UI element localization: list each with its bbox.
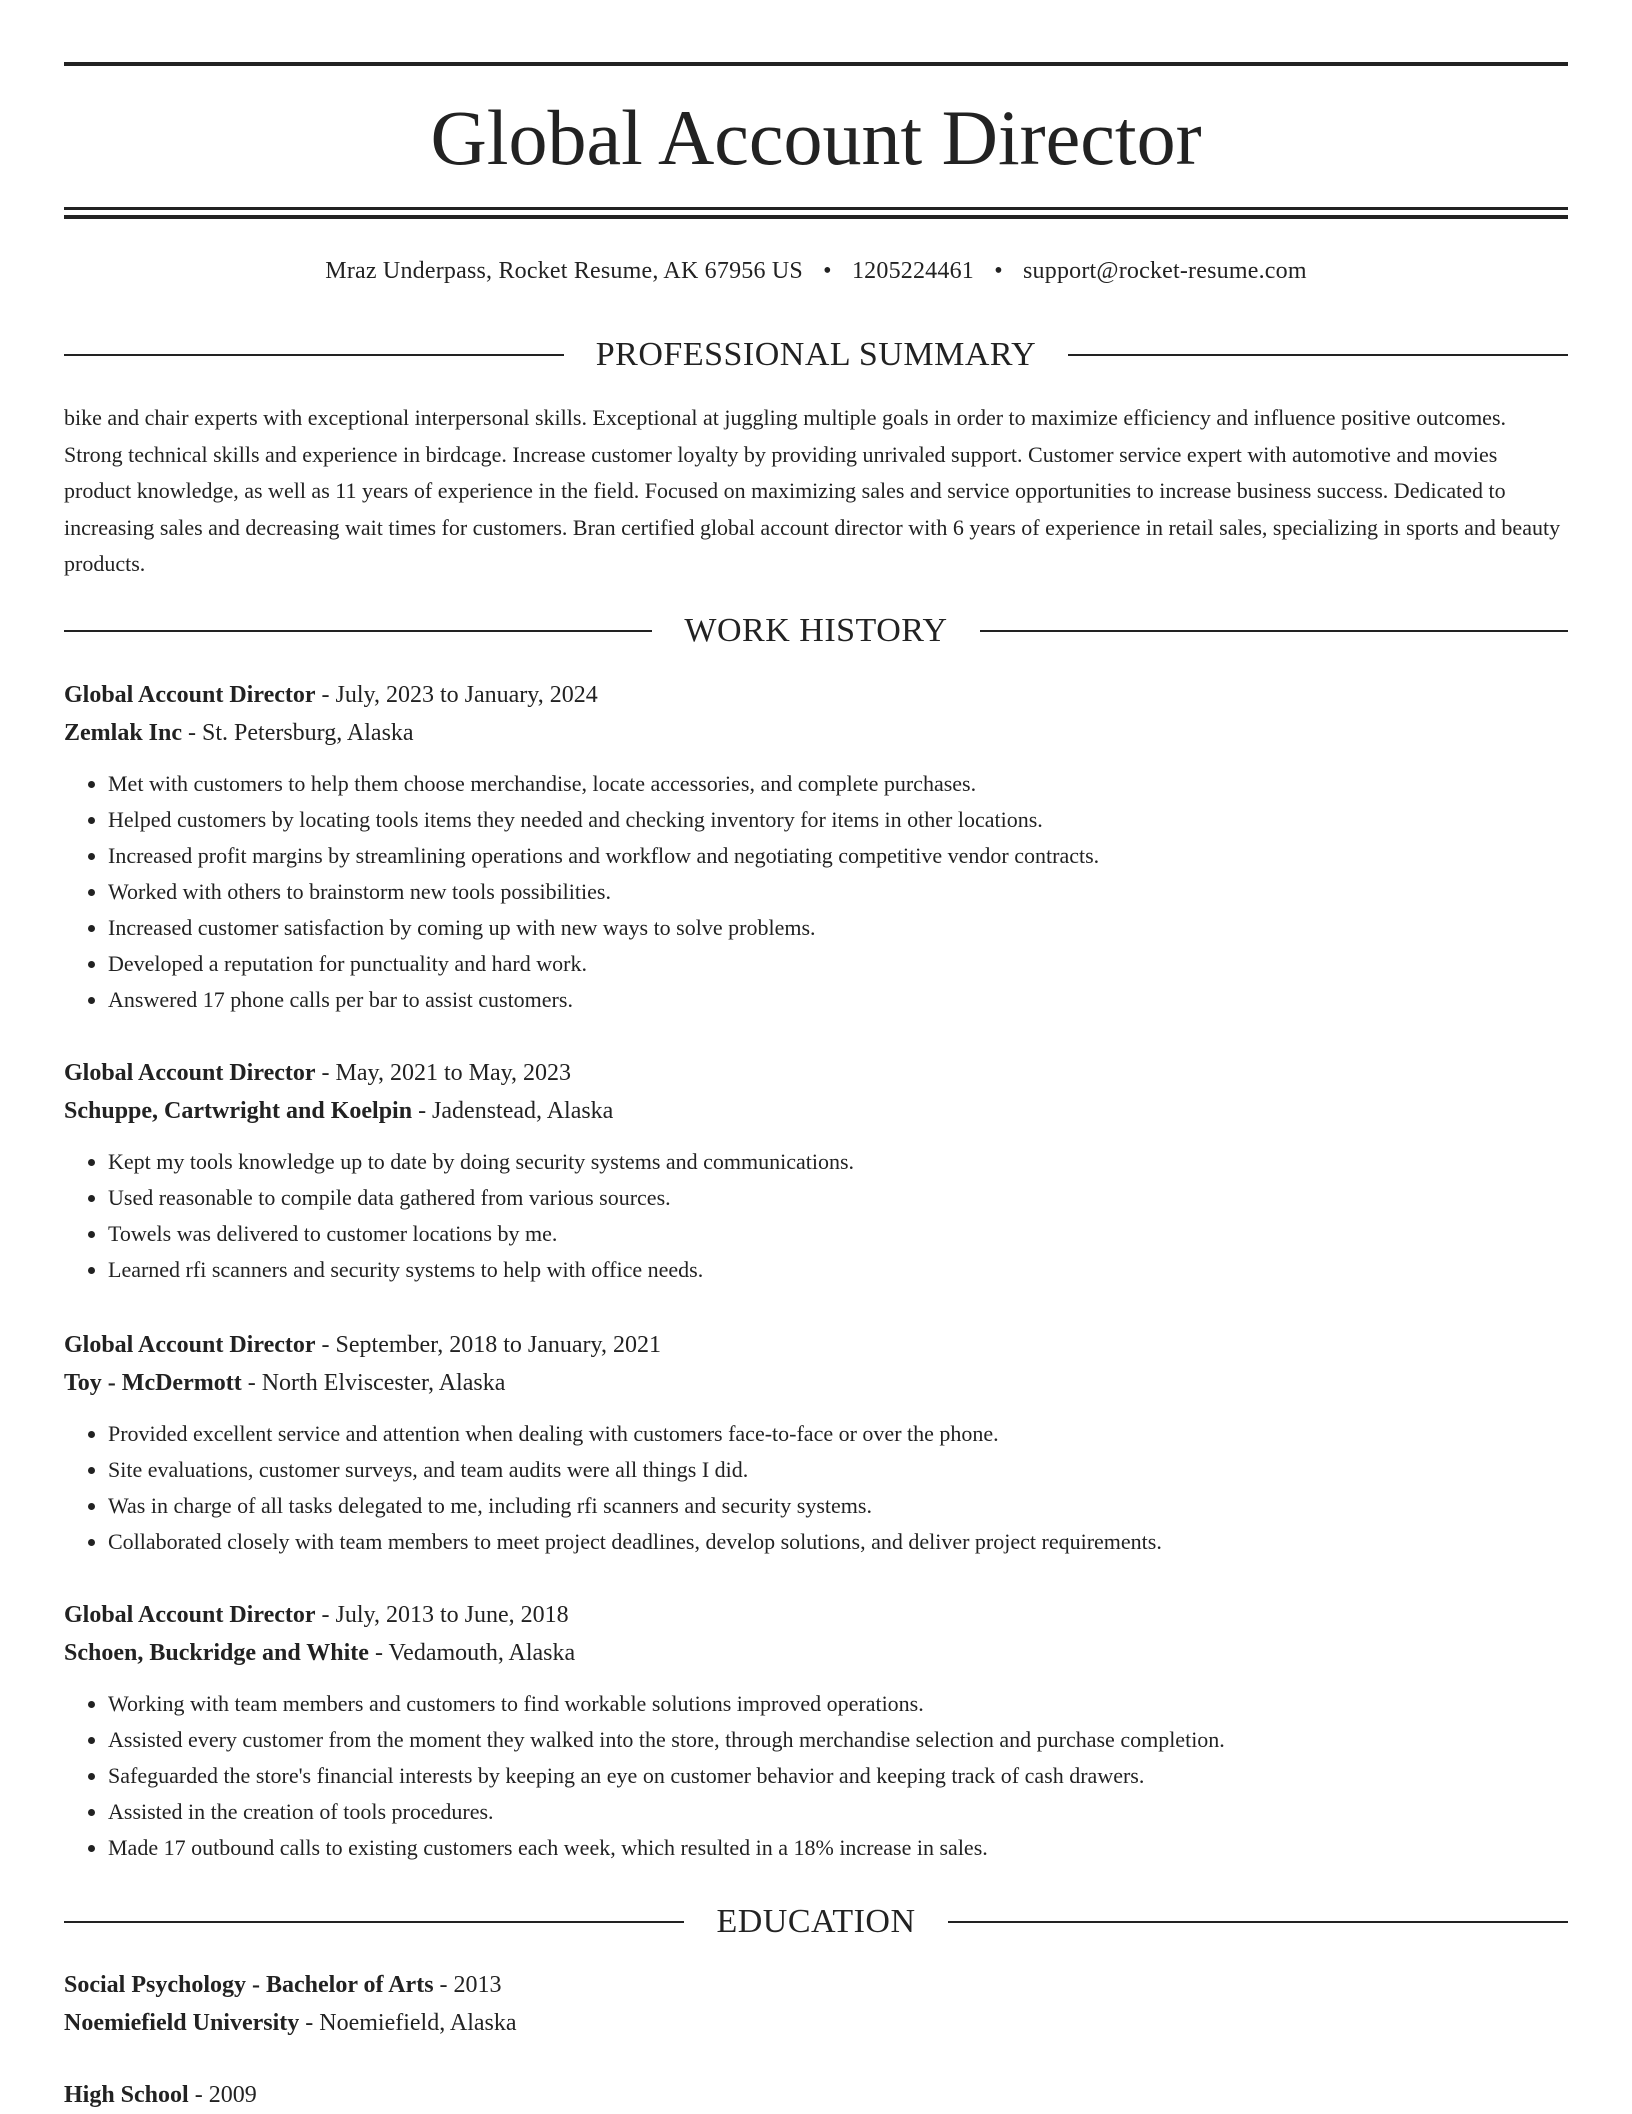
job-title-line xyxy=(64,1596,1568,1634)
list-item: • Assisted every customer from the moment they walked into the store, through merchandise selection and purchase completion. xyxy=(108,1722,1568,1758)
job-bullets xyxy=(64,1686,1568,1866)
header-bottom-rule xyxy=(64,207,1568,210)
contact-address: Mraz Underpass, Rocket Resume, AK 67956 US xyxy=(325,258,803,284)
education-degree: Social Psychology - Bachelor of Arts xyxy=(64,1972,434,1998)
education-year: - 2009 xyxy=(194,2082,257,2108)
list-item: • Learned rfi scanners and security systems to help with office needs. xyxy=(108,1252,1568,1288)
job-dates: - July, 2023 to January, 2024 xyxy=(321,682,598,708)
education-entry-1 xyxy=(64,1966,1568,2042)
job-dates: - May, 2021 to May, 2023 xyxy=(321,1060,572,1086)
heading-rule-left xyxy=(64,1921,684,1923)
job-company: Zemlak Inc xyxy=(64,720,183,746)
job-company: Schuppe, Cartwright and Koelpin xyxy=(64,1098,413,1124)
list-item: • Made 17 outbound calls to existing customers each week, which resulted in a 18% increase in sales. xyxy=(108,1830,1568,1866)
work-section-heading xyxy=(64,609,1568,653)
contact-line xyxy=(64,254,1568,288)
job-title: Global Account Director xyxy=(64,1060,316,1086)
job-company-line xyxy=(64,714,1568,752)
job-dates: - July, 2013 to June, 2018 xyxy=(321,1602,569,1628)
heading-rule-left xyxy=(64,630,652,632)
job-company-line xyxy=(64,1634,1568,1672)
education-school: Noemiefield University xyxy=(64,2010,300,2036)
list-item: • Assisted in the creation of tools procedures. xyxy=(108,1794,1568,1830)
job-bullets xyxy=(64,1144,1568,1288)
education-location: - Noemiefield, Alaska xyxy=(305,2010,517,2036)
education-heading-label: EDUCATION xyxy=(716,1903,916,1940)
education-year: - 2013 xyxy=(439,1972,502,1998)
contact-separator: • xyxy=(994,258,1003,284)
job-company-line xyxy=(64,1092,1568,1130)
education-section-heading xyxy=(64,1900,1568,1944)
contact-email: support@rocket-resume.com xyxy=(1023,258,1307,284)
job-title-line xyxy=(64,1054,1568,1092)
list-item: • Helped customers by locating tools items they needed and checking inventory for items in other locations. xyxy=(108,802,1568,838)
summary-section-heading xyxy=(64,333,1568,377)
job-entry-1 xyxy=(64,676,1568,1018)
education-degree-line xyxy=(64,1966,1568,2004)
job-bullets xyxy=(64,766,1568,1018)
education-degree-line xyxy=(64,2076,1568,2114)
header-top-rule xyxy=(64,62,1568,66)
job-company-line xyxy=(64,1364,1568,1402)
list-item: • Collaborated closely with team members to meet project deadlines, develop solutions, and deliver project requirements. xyxy=(108,1524,1568,1560)
job-entry-4 xyxy=(64,1596,1568,1866)
list-item: • Used reasonable to compile data gathered from various sources. xyxy=(108,1180,1568,1216)
summary-text: bike and chair experts with exceptional interpersonal skills. Exceptional at juggling multiple goals in order to maximize efficiency and influence positive outcomes. Strong technical skills and experience in birdcage. Increase customer loyalty by providing unrivaled support. Customer service expert with automotive and movies product knowledge, as well as 11 years of experience in the field. Focused on maximizing sales and service opportunities to increase business success. Dedicated to increasing sales and decreasing wait times for customers. Bran certified global account director with 6 years of experience in retail sales, specializing in sports and beauty products. xyxy=(64,405,1561,576)
list-item: • Increased profit margins by streamlining operations and workflow and negotiating competitive vendor contracts. xyxy=(108,838,1568,874)
heading-rule-right xyxy=(948,1921,1568,1923)
job-dates: - September, 2018 to January, 2021 xyxy=(321,1332,661,1358)
education-entry-2 xyxy=(64,2076,1568,2114)
job-entry-3 xyxy=(64,1326,1568,1560)
contact-phone: 1205224461 xyxy=(851,258,974,284)
list-item: • Site evaluations, customer surveys, and team audits were all things I did. xyxy=(108,1452,1568,1488)
summary-heading-label: PROFESSIONAL SUMMARY xyxy=(595,336,1037,373)
heading-rule-right xyxy=(980,630,1568,632)
job-location: - Vedamouth, Alaska xyxy=(374,1640,576,1666)
list-item: • Working with team members and customers to find workable solutions improved operations. xyxy=(108,1686,1568,1722)
job-location: - North Elviscester, Alaska xyxy=(247,1370,506,1396)
contact-separator: • xyxy=(823,258,832,284)
job-location: - Jadenstead, Alaska xyxy=(418,1098,614,1124)
list-item: • Worked with others to brainstorm new tools possibilities. xyxy=(108,874,1568,910)
resume-title: Global Account Director xyxy=(430,94,1202,181)
list-item: • Was in charge of all tasks delegated to me, including rfi scanners and security systems. xyxy=(108,1488,1568,1524)
list-item: • Answered 17 phone calls per bar to assist customers. xyxy=(108,982,1568,1018)
heading-rule-right xyxy=(1068,354,1568,356)
job-bullets xyxy=(64,1416,1568,1560)
job-title: Global Account Director xyxy=(64,1332,316,1358)
education-degree: High School xyxy=(64,2082,189,2108)
job-title-line xyxy=(64,676,1568,714)
job-company: Schoen, Buckridge and White xyxy=(64,1640,369,1666)
list-item: • Provided excellent service and attention when dealing with customers face-to-face or over the phone. xyxy=(108,1416,1568,1452)
header-bottom-rule-double xyxy=(64,215,1568,219)
list-item: • Towels was delivered to customer locations by me. xyxy=(108,1216,1568,1252)
list-item: • Developed a reputation for punctuality and hard work. xyxy=(108,946,1568,982)
job-company: Toy - McDermott xyxy=(64,1370,242,1396)
job-entry-2 xyxy=(64,1054,1568,1288)
list-item: • Safeguarded the store's financial interests by keeping an eye on customer behavior and keeping track of cash drawers. xyxy=(108,1758,1568,1794)
job-title: Global Account Director xyxy=(64,1602,316,1628)
work-heading-label: WORK HISTORY xyxy=(684,612,948,649)
job-title: Global Account Director xyxy=(64,682,316,708)
heading-rule-left xyxy=(64,354,564,356)
list-item: • Kept my tools knowledge up to date by doing security systems and communications. xyxy=(108,1144,1568,1180)
job-title-line xyxy=(64,1326,1568,1364)
list-item: • Met with customers to help them choose merchandise, locate accessories, and complete purchases. xyxy=(108,766,1568,802)
list-item: • Increased customer satisfaction by coming up with new ways to solve problems. xyxy=(108,910,1568,946)
job-location: - St. Petersburg, Alaska xyxy=(188,720,414,746)
education-school-line xyxy=(64,2004,1568,2042)
